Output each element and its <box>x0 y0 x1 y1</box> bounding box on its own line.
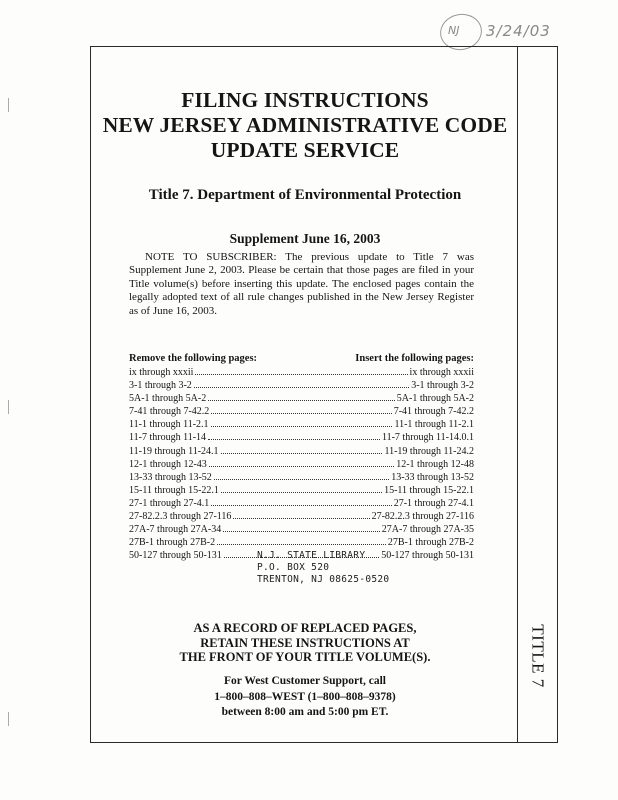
insert-pages-cell: 12-1 through 12-48 <box>396 458 474 470</box>
dot-leader <box>194 379 409 388</box>
customer-support <box>95 674 515 721</box>
table-row <box>129 484 474 497</box>
scan-mark <box>8 712 9 726</box>
support-line-1: For West Customer Support, call <box>224 675 386 687</box>
scan-mark <box>8 98 9 112</box>
remove-pages-cell: 5A-1 through 5A-2 <box>129 393 207 405</box>
page-title <box>95 88 515 163</box>
remove-pages-cell: 27-1 through 27-4.1 <box>129 497 210 509</box>
insert-pages-cell: 11-19 through 11-24.2 <box>384 445 474 457</box>
subscriber-note: NOTE TO SUBSCRIBER: The previous update to Title 7 was Supplement June 2, 2003. Please be certain that those pages are filed in your Title volume(s) before inserting this update. The enclosed pages contain the legally adopted text of all rule changes published in the New Jersey Register as of June 16, 2003. <box>129 251 474 317</box>
dot-leader <box>208 392 395 401</box>
retain-line-3: THE FRONT OF YOUR TITLE VOLUME(S). <box>179 650 431 664</box>
insert-pages-cell: 3-1 through 3-2 <box>411 380 474 392</box>
dot-leader <box>214 471 389 480</box>
dot-leader <box>233 510 369 519</box>
remove-pages-cell: 7-41 through 7-42.2 <box>129 406 210 418</box>
pages-table-header <box>129 353 474 364</box>
table-row <box>129 431 474 444</box>
retain-notice <box>95 621 515 665</box>
insert-pages-cell: ix through xxxii <box>409 367 474 378</box>
remove-pages-cell: 27A-7 through 27A-34 <box>129 524 222 536</box>
retain-line-2: RETAIN THESE INSTRUCTIONS AT <box>200 635 410 650</box>
remove-pages-cell: 27-82.2.3 through 27-116 <box>129 511 232 523</box>
library-line-3: TRENTON, NJ 08625-0520 <box>257 574 390 585</box>
table-row <box>129 366 474 379</box>
dot-leader <box>209 458 394 467</box>
insert-pages-cell: 50-127 through 50-131 <box>381 550 474 562</box>
remove-pages-cell: 3-1 through 3-2 <box>129 380 192 392</box>
insert-pages-cell: 15-11 through 15-22.1 <box>384 484 474 496</box>
department-subtitle: Title 7. Department of Environmental Protection <box>148 187 462 203</box>
supplement-date: Supplement June 16, 2003 <box>229 231 381 246</box>
table-row <box>129 471 474 484</box>
insert-pages-cell: 27-82.2.3 through 27-116 <box>371 511 474 523</box>
title-line-3: UPDATE SERVICE <box>210 138 400 162</box>
remove-pages-cell: 27B-1 through 27B-2 <box>129 537 216 549</box>
pages-table <box>129 366 474 562</box>
dot-leader <box>211 497 391 506</box>
title-line-1: FILING INSTRUCTIONS <box>181 88 429 112</box>
library-line-2: P.O. BOX 520 <box>257 562 330 573</box>
title-line-2: NEW JERSEY ADMINISTRATIVE CODE <box>102 113 508 137</box>
insert-pages-cell: 11-7 through 11-14.0.1 <box>381 432 474 444</box>
insert-pages-cell: 7-41 through 7-42.2 <box>393 406 474 418</box>
dot-leader <box>217 536 386 545</box>
remove-header: Remove the following pages: <box>129 353 258 364</box>
table-row <box>129 523 474 536</box>
remove-pages-cell: 13-33 through 13-52 <box>129 471 212 483</box>
dot-leader <box>223 523 380 532</box>
remove-pages-cell: 11-19 through 11-24.1 <box>129 445 219 457</box>
stamp-date: 3/24/03 <box>486 22 551 40</box>
table-row <box>129 497 474 510</box>
insert-pages-cell: 27-1 through 27-4.1 <box>393 497 474 509</box>
support-line-2: 1–800–808–WEST (1–800–808–9378) <box>214 690 396 703</box>
insert-pages-cell: 11-1 through 11-2.1 <box>394 419 474 431</box>
insert-pages-cell: 5A-1 through 5A-2 <box>396 393 474 405</box>
remove-pages-cell: 12-1 through 12-43 <box>129 458 207 470</box>
remove-pages-cell: 15-11 through 15-22.1 <box>129 484 219 496</box>
table-row <box>129 445 474 458</box>
dot-leader <box>211 405 391 414</box>
dot-leader <box>211 418 393 427</box>
dot-leader <box>195 366 407 375</box>
dot-leader <box>221 484 382 493</box>
table-row <box>129 510 474 523</box>
remove-pages-cell: ix through xxxii <box>129 367 194 378</box>
remove-pages-cell: 50-127 through 50-131 <box>129 550 222 562</box>
table-row <box>129 536 474 549</box>
title-tab <box>520 616 556 696</box>
insert-header: Insert the following pages: <box>355 353 474 364</box>
support-line-3: between 8:00 am and 5:00 pm ET. <box>221 706 389 718</box>
table-row <box>129 379 474 392</box>
insert-pages-cell: 27B-1 through 27B-2 <box>387 537 474 549</box>
title-tab-label: TITLE 7 <box>529 624 549 688</box>
table-row <box>129 405 474 418</box>
table-row <box>129 392 474 405</box>
library-line-1: N.J. STATE LIBRARY <box>257 550 366 561</box>
remove-pages-cell: 11-1 through 11-2.1 <box>129 419 209 431</box>
insert-pages-cell: 13-33 through 13-52 <box>391 471 474 483</box>
retain-line-1: AS A RECORD OF REPLACED PAGES, <box>193 621 417 635</box>
scan-mark <box>8 400 9 414</box>
table-row <box>129 458 474 471</box>
table-row <box>129 418 474 431</box>
dot-leader <box>221 445 383 454</box>
remove-pages-cell: 11-7 through 11-14 <box>129 432 207 444</box>
insert-pages-cell: 27A-7 through 27A-35 <box>381 524 474 536</box>
stamp-mark: NJ <box>448 24 460 37</box>
library-stamp <box>257 550 389 586</box>
dot-leader <box>208 431 380 440</box>
